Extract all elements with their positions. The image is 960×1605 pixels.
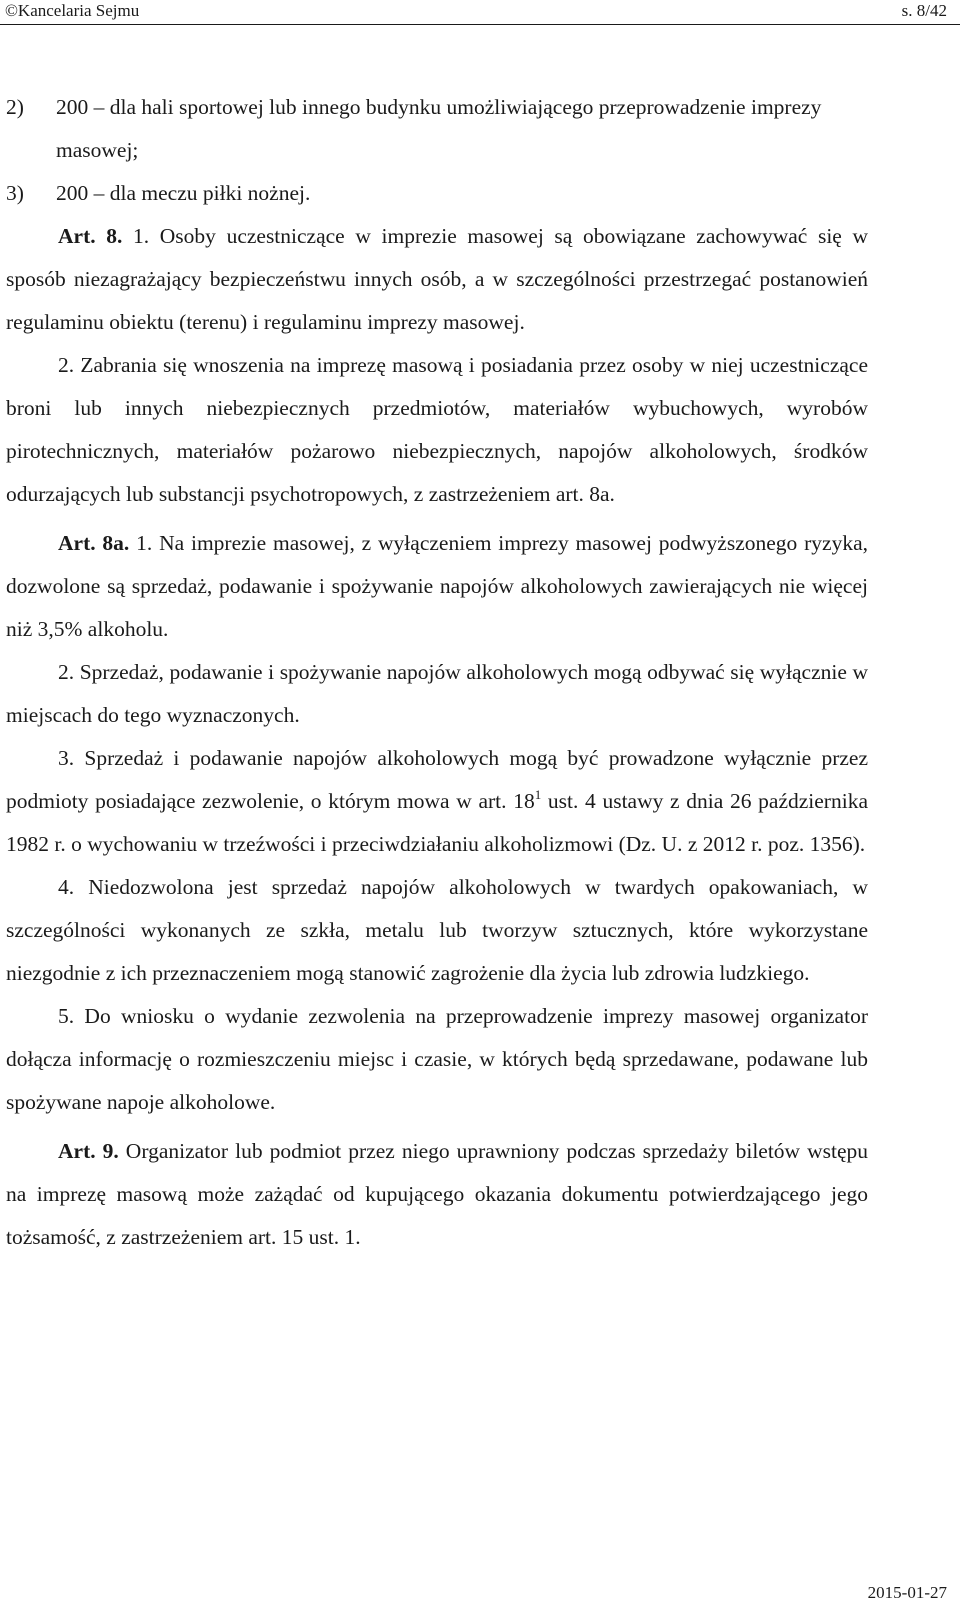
article-8a-paragraph-2	[6, 651, 868, 737]
article-9-text: Organizator lub podmiot przez niego uprawniony podczas sprzedaży biletów wstępu na imprezę masową może zażądać od kupującego okazania dokumentu potwierdzającego jego tożsamość, z zastrzeżeniem art. 15 ust. 1.	[6, 1139, 869, 1249]
article-8a-paragraph-1	[6, 522, 868, 651]
copyright-notice: ©Kancelaria Sejmu	[5, 1, 140, 20]
superscript-reference: 1	[534, 787, 542, 802]
article-8-text-1: 1. Osoby uczestniczące w imprezie masowej są obowiązane zachowywać się w sposób niezagrażający bezpieczeństwu innych osób, a w szczególności przestrzegać postanowień regulaminu obiektu (terenu) i regulaminu imprezy masowej.	[6, 224, 869, 334]
article-8a-text-3a: 3. Sprzedaż i podawanie napojów alkoholowych mogą być prowadzone wyłącznie przez podmioty posiadające zezwolenie, o którym mowa w art. 18	[6, 746, 868, 813]
article-8-paragraph-2	[6, 344, 868, 516]
list-item	[6, 172, 868, 215]
article-9-paragraph	[6, 1130, 868, 1259]
article-8-paragraph-1	[6, 215, 868, 344]
article-8a-paragraph-5	[6, 995, 868, 1124]
article-8-text-2: 2. Zabrania się wnoszenia na imprezę masową i posiadania przez osoby w niej uczestniczące broni lub innych niebezpiecznych przedmiotów, materiałów wybuchowych, wyrobów pirotechnicznych, materiałów pożarowo niebezpiecznych, napojów alkoholowych, środków odurzających lub substancji psychotropowych, z zastrzeżeniem art. 8a.	[6, 353, 868, 506]
article-8-label: Art. 8.	[58, 224, 123, 248]
article-8a-text-2: 2. Sprzedaż, podawanie i spożywanie napojów alkoholowych mogą odbywać się wyłącznie w miejscach do tego wyznaczonych.	[6, 660, 868, 727]
article-8a-text-4: 4. Niedozwolona jest sprzedaż napojów alkoholowych w twardych opakowaniach, w szczególności wykonanych ze szkła, metalu lub tworzyw sztucznych, które wykorzystane niezgodnie z ich przeznaczeniem mogą stanowić zagrożenie dla życia lub zdrowia ludzkiego.	[6, 875, 868, 985]
article-9-label: Art. 9.	[58, 1139, 119, 1163]
list-item-number: 3)	[6, 181, 24, 205]
article-8a-text-5: 5. Do wniosku o wydanie zezwolenia na przeprowadzenie imprezy masowej organizator dołącza informację o rozmieszczeniu miejsc i czasie, w których będą sprzedawane, podawane lub spożywane napoje alkoholowe.	[6, 1004, 868, 1114]
document-body	[6, 86, 868, 1259]
list-item-text: 200 – dla hali sportowej lub innego budynku umożliwiającego przeprowadzenie imprezy masowej;	[56, 95, 822, 162]
list-item-number: 2)	[6, 95, 24, 119]
article-8a-text-1: 1. Na imprezie masowej, z wyłączeniem imprezy masowej podwyższonego ryzyka, dozwolone są sprzedaż, podawanie i spożywanie napojów alkoholowych zawierających nie więcej niż 3,5% alkoholu.	[6, 531, 868, 641]
page-header	[0, 0, 960, 25]
article-8a-paragraph-3	[6, 737, 868, 866]
article-8a-label: Art. 8a.	[58, 531, 130, 555]
list-item-text: 200 – dla meczu piłki nożnej.	[56, 181, 311, 205]
article-8a-text-3b: ust. 4 ustawy z dnia 26 października 1982 r. o wychowaniu w trzeźwości i przeciwdziałaniu alkoholizmowi (Dz. U. z 2012 r. poz. 1356).	[6, 789, 868, 856]
page-number: s. 8/42	[901, 1, 947, 20]
article-8a-paragraph-4	[6, 866, 868, 995]
list-item	[6, 86, 868, 172]
document-date: 2015-01-27	[867, 1583, 947, 1602]
